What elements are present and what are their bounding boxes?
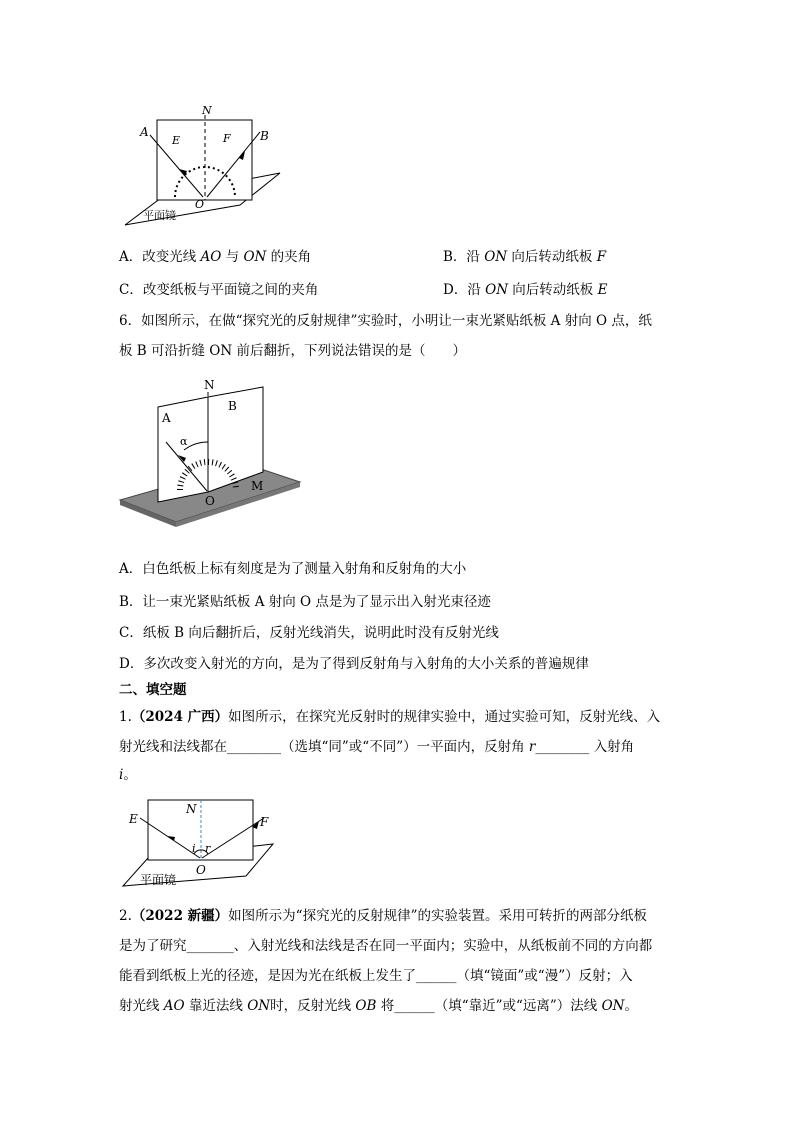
fq1-line1: 1.（2024 广西）如图所示，在探究光反射时的规律实验中，通过实验可知，反射光线、入 [119,709,661,725]
fig2-label-m: M [251,479,264,493]
fq2-line2: 是为了研究_______、入射光线和法线是否在同一平面内；实验中，从纸板前不同的方向都 [119,938,653,954]
fig3-label-r: r [205,842,211,855]
fq2-line1: 2.（2022 新疆）如图所示为“探究光的反射规律”的实验装置。采用可转折的两部分纸板 [119,908,647,924]
figure-reflection-board [118,372,308,542]
fig3-label-e: E [129,812,138,826]
fig3-label-mirror: 平面镜 [140,873,177,887]
fq1-line2: 射光线和法线都在________（选填“同”或“不同”）一平面内，反射角 r________ 入射角 [119,739,635,755]
fq1-line3: i。 [119,767,137,783]
fq2-blank-3[interactable]: ______ [394,998,435,1014]
fig2-label-o: O [205,494,215,508]
fig3-label-o: O [196,863,206,877]
fig1-label-n: N [202,104,212,117]
fig3-label-f: F [260,815,269,829]
q6-option-d: D．多次改变入射光的方向，是为了得到反射角与入射角的大小关系的普遍规律 [119,656,589,672]
fq2-line3: 能看到纸板上光的径迹，是因为光在纸板上发生了______（填“镜面”或“漫”）反射；入 [119,968,633,984]
q6-option-a: A．白色纸板上标有刻度是为了测量入射角和反射角的大小 [119,561,467,577]
fig1-label-e: E [172,134,181,147]
q6-stem-line2: 板 B 可沿折缝 ON 前后翻折，下列说法错误的是（ ） [119,343,466,359]
fig1-label-o: O [195,198,205,211]
section-title-fill-in: 二、填空题 [119,682,187,698]
fig2-label-n: N [204,378,215,392]
q6-option-c: C．纸板 B 向后翻折后，反射光线消失，说明此时没有反射光线 [119,625,499,641]
fig1-label-a: A [140,125,149,139]
fq2-line4: 射光线 AO 靠近法线 ON时，反射光线 OB 将______（填“靠近”或“远离”）法线 ON。 [119,998,638,1014]
q5-option-b: B．沿 ON 向后转动纸板 F [443,249,607,265]
fig1-label-f: F [223,132,231,145]
figure-reflection-plane-mirror [115,100,290,230]
fq2-blank-1[interactable]: _______ [186,938,234,954]
fig2-label-b: B [228,399,237,413]
fig2-label-a: A [162,411,171,425]
fig2-label-alpha: α [180,435,188,448]
figure-reflection-law [118,796,278,891]
fq1-blank-1[interactable]: ________ [227,739,281,755]
q6-stem-line1: 6．如图所示，在做“探究光的反射规律”实验时，小明让一束光紧贴纸板 A 射向 O 点，纸 [119,313,652,329]
fq2-blank-2[interactable]: ______ [416,968,457,984]
fq1-blank-2[interactable]: ________ [535,739,590,755]
fig1-label-b: B [260,129,269,143]
q6-option-b: B．让一束光紧贴纸板 A 射向 O 点是为了显示出入射光束径迹 [119,594,491,610]
q5-option-a: A．改变光线 AO 与 ON 的夹角 [119,249,312,265]
q5-option-d: D．沿 ON 向后转动纸板 E [443,282,608,298]
fig1-label-mirror: 平面镜 [143,209,176,222]
fig3-label-i: i [192,842,196,855]
fig3-label-n: N [186,802,197,816]
q5-option-c: C．改变纸板与平面镜之间的夹角 [119,282,319,298]
